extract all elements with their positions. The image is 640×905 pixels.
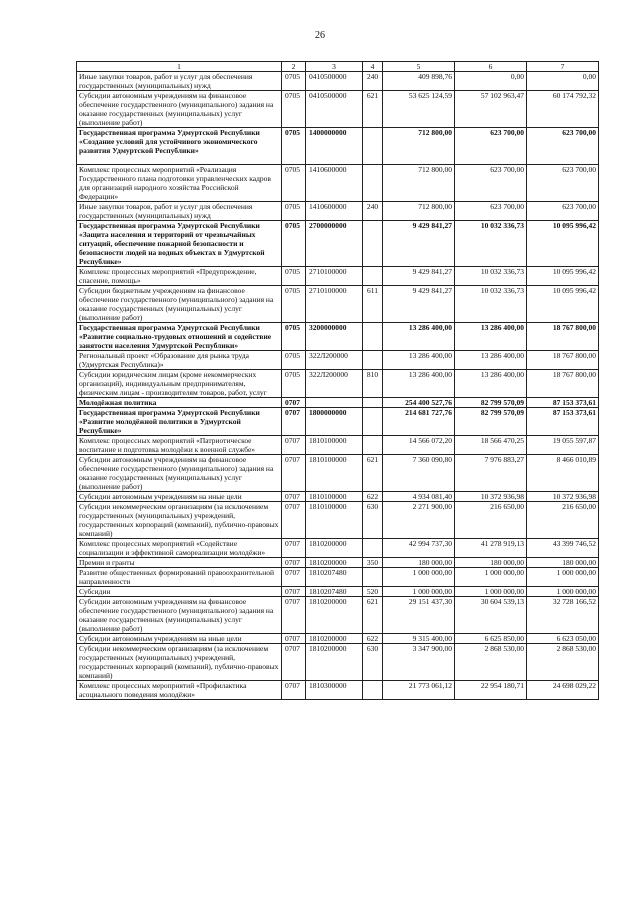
target-article-cell: 1810100000: [306, 436, 363, 455]
table-row: [77, 128, 599, 165]
row-name-cell: Субсидии автономным учреждениям на финансовое обеспечение государственного (муниципального) задания на оказание государственных (муниципальных) услуг (выполнение работ): [77, 455, 282, 492]
table-row: [77, 72, 599, 91]
section-code-cell: 0705: [282, 128, 306, 165]
row-name-cell: Иные закупки товаров, работ и услуг для обеспечения государственных (муниципальных) нужд: [77, 72, 282, 91]
amount-year-1-cell: 13 286 400,00: [383, 323, 455, 351]
table-row: [77, 202, 599, 221]
amount-year-2-cell: 82 799 570,09: [455, 408, 527, 436]
amount-year-1-cell: 21 773 061,12: [383, 681, 455, 700]
row-name-cell: Развитие общественных формирований правоохранительной направленности: [77, 568, 282, 587]
column-header-6: 6: [455, 62, 527, 72]
target-article-cell: 1810200000: [306, 597, 363, 634]
row-name-cell: Субсидии автономным учреждениям на финансовое обеспечение государственного (муниципального) задания на оказание государственных (муниципальных) услуг (выполнение работ): [77, 91, 282, 128]
table-row: [77, 370, 599, 398]
row-name-cell: Комплекс процессных мероприятий «Предупреждение, спасение, помощь»: [77, 267, 282, 286]
amount-year-2-cell: 1 000 000,00: [455, 587, 527, 597]
amount-year-2-cell: 10 032 336,73: [455, 267, 527, 286]
amount-year-2-cell: 30 604 539,13: [455, 597, 527, 634]
target-article-cell: 1400000000: [306, 128, 363, 165]
amount-year-2-cell: 57 102 963,47: [455, 91, 527, 128]
amount-year-3-cell: 60 174 792,32: [527, 91, 599, 128]
row-name-cell: Субсидии некоммерческим организациям (за исключением государственных (муниципальных) учреждений, государственных корпораций (компаний), публично-правовых компаний): [77, 502, 282, 539]
section-code-cell: 0707: [282, 408, 306, 436]
expense-type-cell: [363, 398, 383, 408]
amount-year-3-cell: 10 095 996,42: [527, 286, 599, 323]
row-name-cell: Субсидии бюджетным учреждениям на финансовое обеспечение государственного (муниципального) задания на оказание государственных (муниципальных) услуг (выполнение работ): [77, 286, 282, 323]
amount-year-3-cell: 87 153 373,61: [527, 398, 599, 408]
amount-year-1-cell: 7 360 090,80: [383, 455, 455, 492]
table-row: [77, 597, 599, 634]
amount-year-3-cell: 10 095 996,42: [527, 267, 599, 286]
section-code-cell: 0707: [282, 558, 306, 568]
amount-year-1-cell: 1 000 000,00: [383, 568, 455, 587]
amount-year-2-cell: 22 954 180,71: [455, 681, 527, 700]
expense-type-cell: [363, 408, 383, 436]
row-name-cell: Молодёжная политика: [77, 398, 282, 408]
section-code-cell: 0707: [282, 634, 306, 644]
section-code-cell: 0705: [282, 370, 306, 398]
table-row: [77, 681, 599, 700]
section-code-cell: 0707: [282, 398, 306, 408]
row-name-cell: Иные закупки товаров, работ и услуг для обеспечения государственных (муниципальных) нужд: [77, 202, 282, 221]
amount-year-3-cell: 10 095 996,42: [527, 221, 599, 267]
target-article-cell: 1410600000: [306, 165, 363, 202]
expense-type-cell: 630: [363, 502, 383, 539]
amount-year-1-cell: 9 315 400,00: [383, 634, 455, 644]
amount-year-2-cell: 0,00: [455, 72, 527, 91]
amount-year-1-cell: 712 800,00: [383, 165, 455, 202]
expense-type-cell: 622: [363, 492, 383, 502]
amount-year-1-cell: 9 429 841,27: [383, 286, 455, 323]
amount-year-1-cell: 13 286 400,00: [383, 351, 455, 370]
amount-year-1-cell: 180 000,00: [383, 558, 455, 568]
amount-year-2-cell: 13 286 400,00: [455, 351, 527, 370]
section-code-cell: 0705: [282, 202, 306, 221]
section-code-cell: 0705: [282, 323, 306, 351]
amount-year-1-cell: 712 800,00: [383, 128, 455, 165]
table-row: [77, 558, 599, 568]
row-name-cell: Комплекс процессных мероприятий «Содействие социализации и эффективной самореализации молодёжи»: [77, 539, 282, 558]
row-name-cell: Субсидии автономным учреждениям на финансовое обеспечение государственного (муниципального) задания на оказание государственных (муниципальных) услуг (выполнение работ): [77, 597, 282, 634]
amount-year-2-cell: 10 032 336,73: [455, 286, 527, 323]
column-header-5: 5: [383, 62, 455, 72]
expense-type-cell: 621: [363, 597, 383, 634]
table-row: [77, 539, 599, 558]
section-code-cell: 0707: [282, 644, 306, 681]
row-name-cell: Субсидии некоммерческим организациям (за исключением государственных (муниципальных) учреждений, государственных корпораций (компаний), публично-правовых компаний): [77, 644, 282, 681]
amount-year-2-cell: 6 625 850,00: [455, 634, 527, 644]
expense-type-cell: [363, 221, 383, 267]
section-code-cell: 0705: [282, 286, 306, 323]
row-name-cell: Премии и гранты: [77, 558, 282, 568]
expense-type-cell: [363, 165, 383, 202]
amount-year-3-cell: 8 466 010,89: [527, 455, 599, 492]
row-name-cell: Субсидии автономным учреждениям на иные цели: [77, 634, 282, 644]
section-code-cell: 0705: [282, 351, 306, 370]
amount-year-3-cell: 216 650,00: [527, 502, 599, 539]
column-header-3: 3: [306, 62, 363, 72]
amount-year-1-cell: 4 934 081,40: [383, 492, 455, 502]
row-name-cell: Комплекс процессных мероприятий «Профилактика асоциального поведения молодёжи»: [77, 681, 282, 700]
amount-year-3-cell: 87 153 373,61: [527, 408, 599, 436]
section-code-cell: 0705: [282, 165, 306, 202]
amount-year-1-cell: 9 429 841,27: [383, 221, 455, 267]
target-article-cell: 1810100000: [306, 502, 363, 539]
section-code-cell: 0707: [282, 681, 306, 700]
amount-year-3-cell: 623 700,00: [527, 202, 599, 221]
table-row: [77, 644, 599, 681]
target-article-cell: [306, 398, 363, 408]
target-article-cell: 0410500000: [306, 72, 363, 91]
amount-year-1-cell: 712 800,00: [383, 202, 455, 221]
section-code-cell: 0707: [282, 587, 306, 597]
expense-type-cell: [363, 539, 383, 558]
section-code-cell: 0707: [282, 597, 306, 634]
target-article-cell: 1810100000: [306, 492, 363, 502]
expense-type-cell: [363, 568, 383, 587]
table-row: [77, 502, 599, 539]
target-article-cell: 1810300000: [306, 681, 363, 700]
table-row: [77, 351, 599, 370]
row-name-cell: Субсидии: [77, 587, 282, 597]
expense-type-cell: 240: [363, 202, 383, 221]
amount-year-3-cell: 623 700,00: [527, 165, 599, 202]
row-name-cell: Комплекс процессных мероприятий «Патриотическое воспитание и подготовка молодёжи к военной службе»: [77, 436, 282, 455]
expense-type-cell: [363, 681, 383, 700]
amount-year-2-cell: 623 700,00: [455, 202, 527, 221]
amount-year-1-cell: 14 566 072,20: [383, 436, 455, 455]
amount-year-3-cell: 10 372 936,98: [527, 492, 599, 502]
target-article-cell: 1810200000: [306, 539, 363, 558]
row-name-cell: Комплекс процессных мероприятий «Реализация Государственного плана подготовки управленческих кадров для организаций народного хозяйства Российской Федерации»: [77, 165, 282, 202]
target-article-cell: 322Л200000: [306, 351, 363, 370]
target-article-cell: 1810207480: [306, 568, 363, 587]
expense-type-cell: [363, 351, 383, 370]
expense-type-cell: 621: [363, 455, 383, 492]
amount-year-1-cell: 214 681 727,76: [383, 408, 455, 436]
section-code-cell: 0705: [282, 267, 306, 286]
table-row: [77, 221, 599, 267]
amount-year-3-cell: 18 767 800,00: [527, 351, 599, 370]
table-row: [77, 286, 599, 323]
amount-year-3-cell: 623 700,00: [527, 128, 599, 165]
amount-year-1-cell: 254 400 527,76: [383, 398, 455, 408]
amount-year-2-cell: 7 976 883,27: [455, 455, 527, 492]
target-article-cell: 3200000000: [306, 323, 363, 351]
amount-year-1-cell: 2 271 900,00: [383, 502, 455, 539]
target-article-cell: 1810200000: [306, 644, 363, 681]
amount-year-2-cell: 10 032 336,73: [455, 221, 527, 267]
amount-year-2-cell: 623 700,00: [455, 128, 527, 165]
amount-year-3-cell: 32 728 166,52: [527, 597, 599, 634]
amount-year-3-cell: 6 623 050,00: [527, 634, 599, 644]
target-article-cell: 1800000000: [306, 408, 363, 436]
amount-year-3-cell: 180 000,00: [527, 558, 599, 568]
amount-year-3-cell: 0,00: [527, 72, 599, 91]
section-code-cell: 0707: [282, 568, 306, 587]
table-row: [77, 267, 599, 286]
target-article-cell: 1810200000: [306, 634, 363, 644]
table-row: [77, 408, 599, 436]
expense-type-cell: [363, 436, 383, 455]
amount-year-3-cell: 2 868 530,00: [527, 644, 599, 681]
amount-year-3-cell: 24 698 029,22: [527, 681, 599, 700]
expense-type-cell: [363, 267, 383, 286]
amount-year-2-cell: 13 286 400,00: [455, 323, 527, 351]
target-article-cell: 1810200000: [306, 558, 363, 568]
amount-year-2-cell: 82 799 570,09: [455, 398, 527, 408]
table-body: [77, 72, 599, 700]
column-header-4: 4: [363, 62, 383, 72]
expense-type-cell: 240: [363, 72, 383, 91]
target-article-cell: 0410500000: [306, 91, 363, 128]
table-row: [77, 492, 599, 502]
amount-year-1-cell: 409 898,76: [383, 72, 455, 91]
amount-year-3-cell: 18 767 800,00: [527, 323, 599, 351]
section-code-cell: 0707: [282, 455, 306, 492]
amount-year-2-cell: 1 000 000,00: [455, 568, 527, 587]
amount-year-3-cell: 1 000 000,00: [527, 587, 599, 597]
expense-type-cell: 611: [363, 286, 383, 323]
table-row: [77, 398, 599, 408]
amount-year-3-cell: 43 399 746,52: [527, 539, 599, 558]
expense-type-cell: [363, 128, 383, 165]
table-row: [77, 587, 599, 597]
target-article-cell: 2710100000: [306, 267, 363, 286]
section-code-cell: 0707: [282, 539, 306, 558]
section-code-cell: 0707: [282, 436, 306, 455]
target-article-cell: 1810100000: [306, 455, 363, 492]
section-code-cell: 0705: [282, 91, 306, 128]
table-row: [77, 455, 599, 492]
budget-table: [76, 61, 599, 700]
row-name-cell: Региональный проект «Образование для рынка труда (Удмуртская Республика)»: [77, 351, 282, 370]
amount-year-1-cell: 1 000 000,00: [383, 587, 455, 597]
column-header-2: 2: [282, 62, 306, 72]
target-article-cell: 1810207480: [306, 587, 363, 597]
amount-year-1-cell: 29 151 437,30: [383, 597, 455, 634]
target-article-cell: 322Л200000: [306, 370, 363, 398]
expense-type-cell: 810: [363, 370, 383, 398]
expense-type-cell: 350: [363, 558, 383, 568]
amount-year-1-cell: 42 994 737,30: [383, 539, 455, 558]
amount-year-1-cell: 53 625 124,59: [383, 91, 455, 128]
expense-type-cell: [363, 323, 383, 351]
expense-type-cell: 630: [363, 644, 383, 681]
target-article-cell: 2710100000: [306, 286, 363, 323]
row-name-cell: Субсидии юридическим лицам (кроме некоммерческих организаций), индивидуальным предпринимателям, физическим лицам - производителям товаров, работ, услуг: [77, 370, 282, 398]
target-article-cell: 2700000000: [306, 221, 363, 267]
row-name-cell: Государственная программа Удмуртской Республики «Защита населения и территорий от чрезвычайных ситуаций, обеспечение пожарной безопасности и безопасности людей на водных объектах в Удмуртской Республике»: [77, 221, 282, 267]
row-name-cell: Государственная программа Удмуртской Республики «Развитие молодёжной политики в Удмуртской Республике»: [77, 408, 282, 436]
row-name-cell: Субсидии автономным учреждениям на иные цели: [77, 492, 282, 502]
row-name-cell: Государственная программа Удмуртской Республики «Развитие социально-трудовых отношений и содействие занятости населения Удмуртской Республики»: [77, 323, 282, 351]
amount-year-3-cell: 19 055 597,87: [527, 436, 599, 455]
table-row: [77, 323, 599, 351]
amount-year-2-cell: 2 868 530,00: [455, 644, 527, 681]
amount-year-3-cell: 18 767 800,00: [527, 370, 599, 398]
expense-type-cell: 621: [363, 91, 383, 128]
amount-year-2-cell: 18 566 470,25: [455, 436, 527, 455]
amount-year-3-cell: 1 000 000,00: [527, 568, 599, 587]
column-header-7: 7: [527, 62, 599, 72]
amount-year-2-cell: 180 000,00: [455, 558, 527, 568]
table-header-row: [77, 62, 599, 72]
table-row: [77, 165, 599, 202]
column-header-1: 1: [77, 62, 282, 72]
amount-year-1-cell: 9 429 841,27: [383, 267, 455, 286]
target-article-cell: 1410600000: [306, 202, 363, 221]
table-row: [77, 91, 599, 128]
table-row: [77, 436, 599, 455]
amount-year-2-cell: 10 372 936,98: [455, 492, 527, 502]
amount-year-2-cell: 41 278 919,13: [455, 539, 527, 558]
page-number: 26: [315, 30, 325, 41]
row-name-cell: Государственная программа Удмуртской Республики «Создание условий для устойчивого экономического развития Удмуртской Республики»: [77, 128, 282, 165]
amount-year-1-cell: 13 286 400,00: [383, 370, 455, 398]
expense-type-cell: 520: [363, 587, 383, 597]
section-code-cell: 0707: [282, 492, 306, 502]
table-row: [77, 634, 599, 644]
section-code-cell: 0705: [282, 72, 306, 91]
amount-year-2-cell: 216 650,00: [455, 502, 527, 539]
section-code-cell: 0705: [282, 221, 306, 267]
amount-year-2-cell: 13 286 400,00: [455, 370, 527, 398]
section-code-cell: 0707: [282, 502, 306, 539]
amount-year-1-cell: 3 347 900,00: [383, 644, 455, 681]
table-row: [77, 568, 599, 587]
amount-year-2-cell: 623 700,00: [455, 165, 527, 202]
expense-type-cell: 622: [363, 634, 383, 644]
